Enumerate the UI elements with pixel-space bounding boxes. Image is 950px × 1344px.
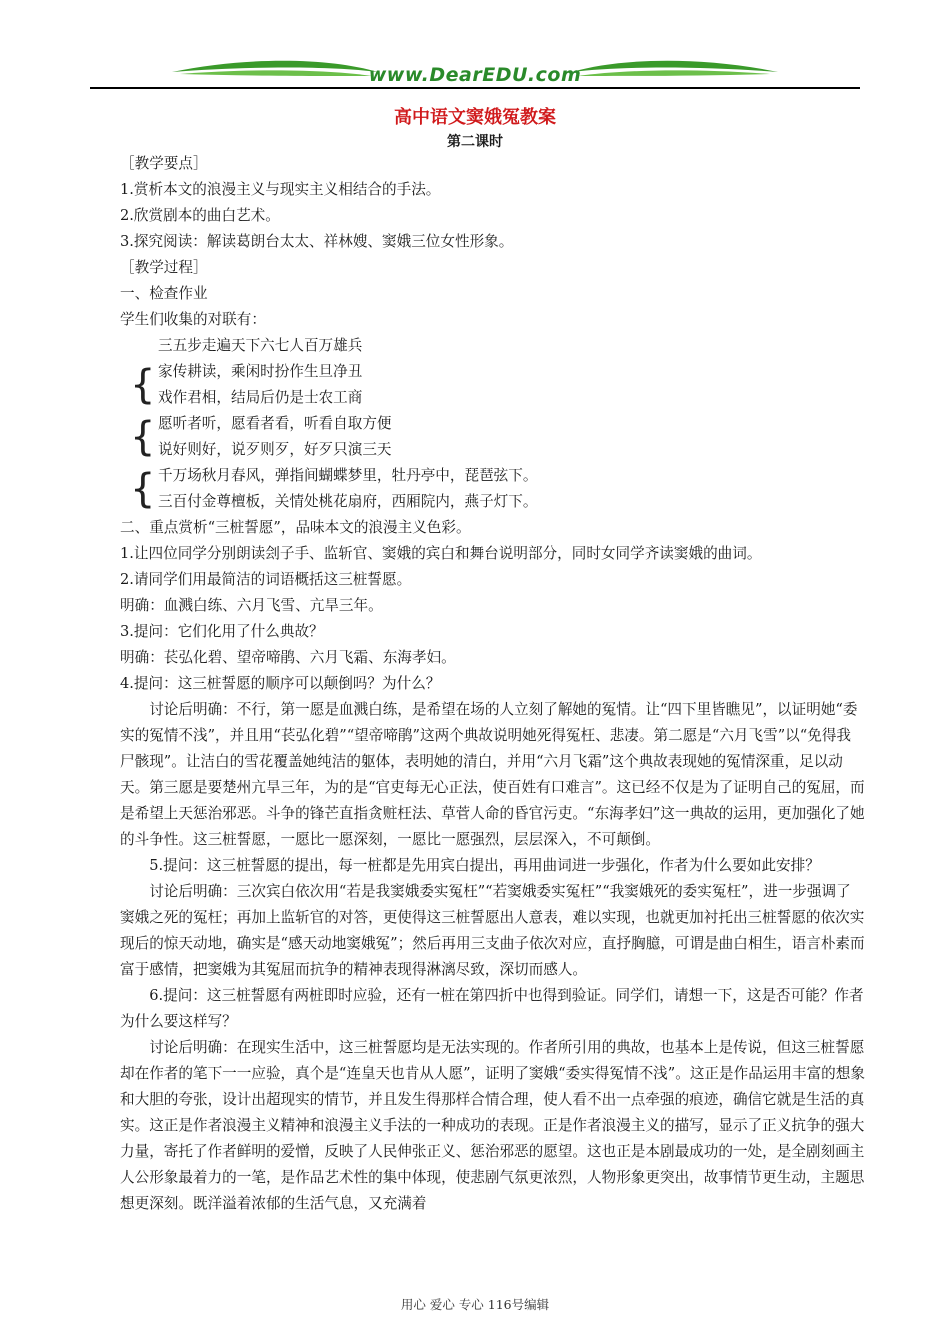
discussion-paragraph: 讨论后明确：在现实生活中，这三桩誓愿均是无法实现的。作者所引用的典故，也基本上是传说，但这三桩誓愿却在作者的笔下一一应验，真个是“连皇天也肯从人愿”，证明了窦娥“委实得冤情不浅”。这正是作品运用丰富的想象和大胆的夸张，设计出超现实的情节，并且发生得那样合情合理，使人看不出一点牵强的痕迹，确信它就是生活的真实。这正是作者浪漫主义精神和浪漫主义手法的一种成功的表现。正是作者浪漫主义的描写，显示了正义抗争的强大力量，寄托了作者鲜明的爱憎，反映了人民伸张正义、惩治邪恶的愿望。这也正是本剧最成功的一处，是全剧刻画主人公形象最着力的一笔，是作品艺术性的集中体现，使悲剧气氛更浓烈，人物形象更突出，故事情节更生动，主题思想更深刻。既洋溢着浓郁的生活气息，又充满着: [120, 1039, 865, 1212]
point-item: 2.欣赏剧本的曲白艺术。: [120, 207, 280, 224]
discussion-paragraph: 讨论后明确：不行，第一愿是血溅白练，是希望在场的人立刻了解她的冤情。让“四下里皆瞧见”，以证明她“委实的冤情不浅”，并且用“苌弘化碧”“望帝啼鹃”这两个典故说明她死得冤枉、悲凄。第二愿是“六月飞雪”以“免得我尸骸现”。让洁白的雪花覆盖她纯洁的躯体，表明她的清白，并用“六月飞霜”这个典故表现她的冤情深重，足以动天。第三愿是要楚州亢旱三年，为的是“官吏每无心正法，使百姓有口难言”。这已经不仅是为了证明自己的冤屈，而是希望上天惩治邪恶。斗争的锋芒直指贪赃枉法、草菅人命的昏官污吏。“东海孝妇”这一典故的运用，更加强化了她的斗争性。这三桩誓愿，一愿比一愿深刻，一愿比一愿强烈，层层深入，不可颠倒。: [120, 701, 865, 848]
couplet-line: 戏作君相，结局后仍是士农工商: [158, 389, 363, 406]
couplet-line: 家传耕读，乘闲时扮作生旦净丑: [158, 363, 363, 380]
list-item: 1.让四位同学分别朗读刽子手、监斩官、窦娥的宾白和舞台说明部分，同时女同学齐读窦娥的曲词。: [120, 545, 762, 562]
list-item: 2.请同学们用最简洁的词语概括这三桩誓愿。: [120, 571, 412, 588]
document-body: [120, 151, 865, 1217]
couplet-line: 三百付金尊檀板，关情处桃花扇府，西厢院内，燕子灯下。: [158, 493, 538, 510]
discussion-paragraph: 讨论后明确：三次宾白依次用“若是我窦娥委实冤枉”“若窦娥委实冤枉”“我窦娥死的委实冤枉”，进一步强调了窦娥之死的冤枉；再加上监斩官的对答，更使得这三桩誓愿出人意表，难以实现，也就更加衬托出三桩誓愿的依次实现后的惊天动地，确实是“感天动地窦娥冤”；然后再用三支曲子依次对应，直抒胸臆，可谓是曲白相生，语言朴素而富于感情，把窦娥为其冤屈而抗争的精神表现得淋漓尽致，深切而感人。: [120, 883, 865, 978]
question-paragraph: 6.提问：这三桩誓愿有两桩即时应验，还有一桩在第四折中也得到验证。同学们，请想一下，这是否可能？作者为什么要这样写？: [120, 987, 864, 1030]
couplet-line: 说好则好，说歹则歹，好歹只演三天: [158, 441, 392, 458]
list-item: 明确：苌弘化碧、望帝啼鹃、六月飞霜、东海孝妇。: [120, 649, 456, 666]
section-heading: 一、检查作业: [120, 285, 208, 302]
couplet-line: 愿听者听，愿看者看，听看自取方便: [158, 415, 392, 432]
list-item: 4.提问：这三桩誓愿的顺序可以颠倒吗？为什么？: [120, 675, 441, 692]
process-heading: ［教学过程］: [120, 259, 208, 276]
point-item: 1.赏析本文的浪漫主义与现实主义相结合的手法。: [120, 181, 441, 198]
brace-icon: {: [130, 362, 156, 408]
list-item: 明确：血溅白练、六月飞雪、亢旱三年。: [120, 597, 383, 614]
question-paragraph: 5.提问：这三桩誓愿的提出，每一桩都是先用宾白提出，再用曲词进一步强化，作者为什么要如此安排？: [149, 857, 820, 874]
points-heading: ［教学要点］: [120, 155, 208, 172]
header-rule: [90, 87, 860, 89]
page-subtitle: 第二课时: [447, 134, 503, 150]
page-footer: 用心 爱心 专心 116号编辑: [400, 1297, 550, 1312]
brace-icon: {: [130, 414, 156, 460]
couplet-pair: [120, 463, 865, 515]
brace-icon: {: [130, 466, 156, 512]
point-item: 3.探究阅读：解读葛朗台太太、祥林嫂、窦娥三位女性形象。: [120, 233, 514, 250]
couplet-pair: [120, 411, 865, 463]
couplet-single: [120, 333, 865, 359]
list-item: 3.提问：它们化用了什么典故？: [120, 623, 324, 640]
section-heading: 二、重点赏析“三桩誓愿”，品味本文的浪漫主义色彩。: [120, 519, 471, 536]
site-logo: www.DearEDU.com: [368, 64, 582, 86]
page-title: 高中语文窦娥冤教案: [394, 107, 556, 128]
couplets-intro: 学生们收集的对联有：: [120, 311, 266, 328]
couplet-line: 三五步走遍天下六七人百万雄兵: [158, 337, 363, 354]
couplet-line: 千万场秋月春风，弹指间蝴蝶梦里，牡丹亭中，琵琶弦下。: [158, 467, 538, 484]
couplet-pair: [120, 359, 865, 411]
page-header: [0, 50, 950, 100]
